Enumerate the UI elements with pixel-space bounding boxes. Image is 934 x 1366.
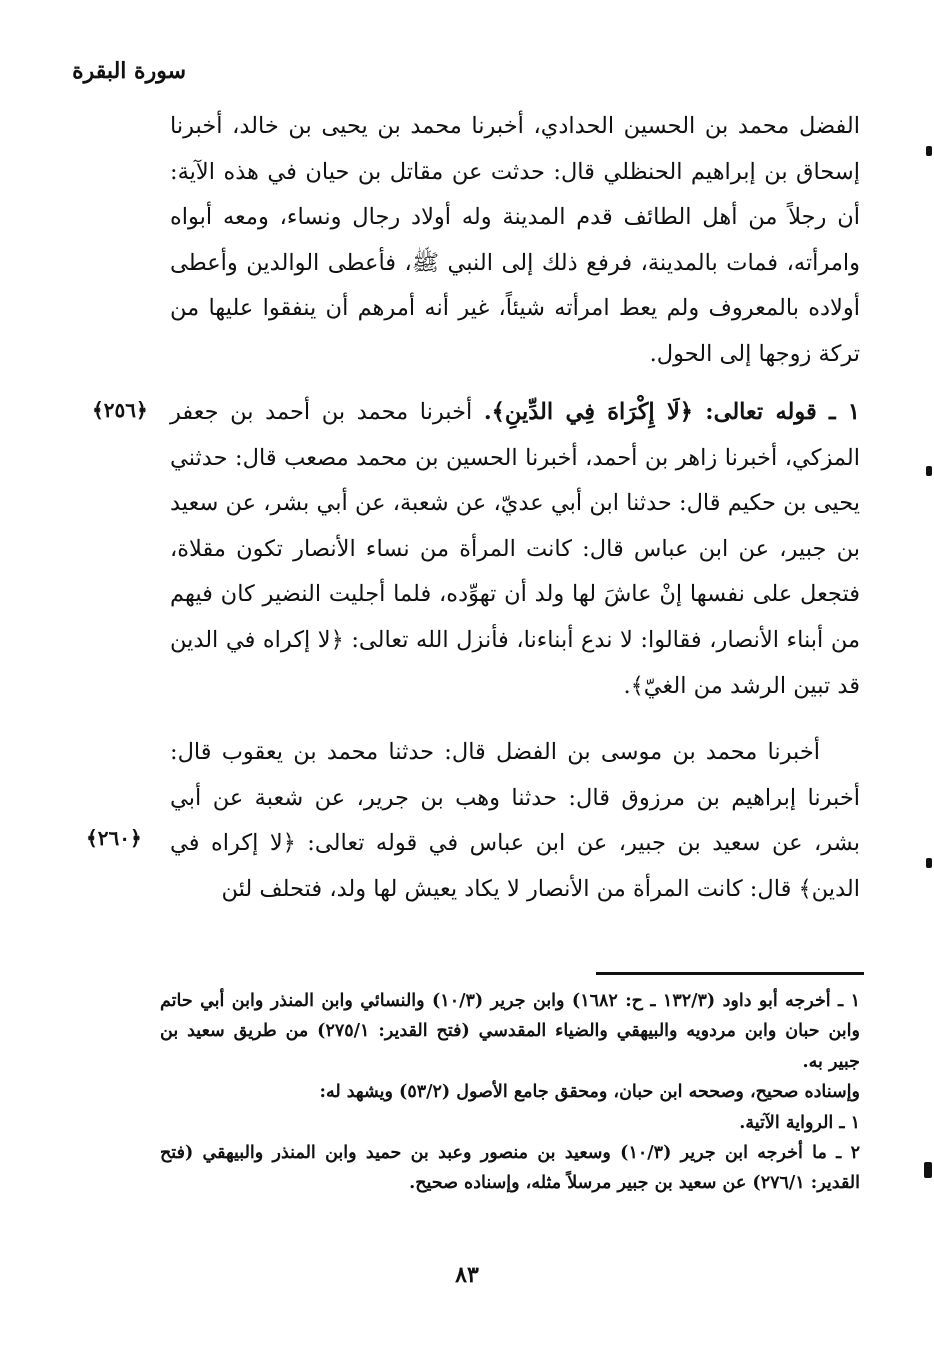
margin-hadith-number-1: ﴿٢٥٦﴾ [92,398,148,422]
page-number: ٨٣ [455,1262,479,1288]
margin-hadith-number-2: ﴿٢٦٠﴾ [86,826,142,850]
footnote-2: ٢ ـ ما أخرجه ابن جرير (١٠/٣) وسعيد بن منصور وعبد بن حميد وابن المنذر والبيهقي (فتح القدير: ٢٧٦/١) عن سعيد بن جبير مرسلاً مثله، وإسناده صحيح. [160,1143,860,1194]
scan-edge-mark [926,146,932,156]
footnotes [160,986,860,1199]
main-text-block-2 [170,390,860,709]
paragraph-2-body: أخبرنا محمد بن أحمد بن جعفر المزكي، أخبرنا زاهر بن أحمد، أخبرنا الحسين بن محمد مصعب قال: حدثني يحيى بن حكيم قال: حدثنا ابن أبي عديّ، عن شعبة، عن أبي بشر، عن سعيد بن جبير، عن ابن عباس قال: كانت المرأة من نساء الأنصار تكون مقلاة، فتجعل على نفسها إنْ عاشَ لها ولد أن تهوِّده، فلما أجليت النضير كان فيهم من أبناء الأنصار، فقالوا: لا ندع أبناءنا، فأنزل الله تعالى: ﴿لا إكراه في الدين قد تبين الرشد من الغيّ﴾. [170,399,860,699]
footnote-1: ١ ـ أخرجه أبو داود (١٣٢/٣ ـ ح: ١٦٨٢) وابن جرير (١٠/٣) والنسائي وابن المنذر وابن أبي حاتم وابن حبان وابن مردويه والبيهقي والضياء المقدسي (فتح القدير: ٢٧٥/١) من طريق سعيد بن جبير به. [160,991,860,1072]
main-text-block-3 [170,730,860,912]
footnote-divider [596,972,864,975]
main-text-block-1 [170,104,860,378]
footnote-1-grading: وإسناده صحيح، وصححه ابن حبان، ومحقق جامع الأصول (٥٣/٢) ويشهد له: [319,1082,860,1103]
scan-edge-mark [926,466,932,476]
footnote-1-witness: ١ ـ الرواية الآتية. [739,1112,860,1133]
verse-lead: ١ ـ قوله تعالى: ﴿لَا إِكْرَاهَ فِي الدِّينِ﴾. [483,399,861,425]
scan-edge-mark [924,1162,932,1178]
paragraph-2 [170,390,860,709]
scan-edge-mark [926,858,932,868]
surah-title: سورة البقرة [72,58,186,84]
paragraph-1: الفضل محمد بن الحسين الحدادي، أخبرنا محمد بن يحيى بن خالد، أخبرنا إسحاق بن إبراهيم الحنظلي قال: حدثت عن مقاتل بن حيان في هذه الآية: أن رجلاً من أهل الطائف قدم المدينة وله أولاد رجال ونساء، ومعه أبواه وامرأته، فمات بالمدينة، فرفع ذلك إلى النبي ﷺ، فأعطى الوالدين وأعطى أولاده بالمعروف ولم يعط امرأته شيئاً، غير أنه أمرهم أن ينفقوا عليها من تركة زوجها إلى الحول. [170,113,860,367]
paragraph-3: أخبرنا محمد بن موسى بن الفضل قال: حدثنا محمد بن يعقوب قال: أخبرنا إبراهيم بن مرزوق قال: حدثنا وهب بن جرير، عن شعبة عن أبي بشر، عن سعيد بن جبير، عن ابن عباس في قوله تعالى: ﴿لا إكراه في الدين﴾ قال: كانت المرأة من الأنصار لا يكاد يعيش لها ولد، فتحلف لئن [170,739,860,902]
